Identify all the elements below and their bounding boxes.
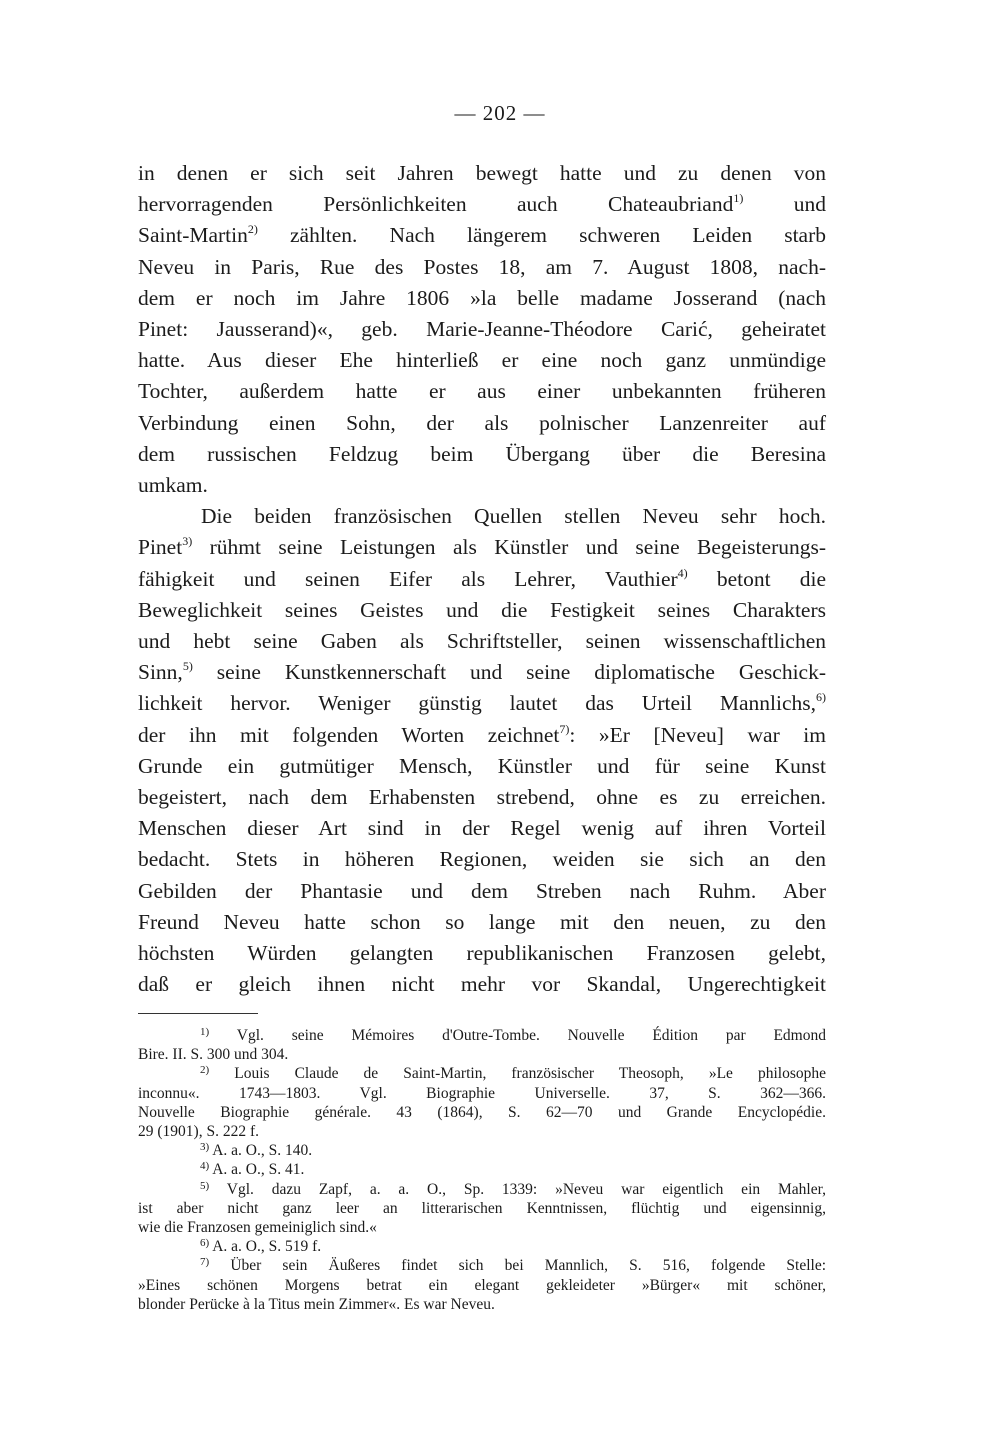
body-line: in denen er sich seit Jahren bewegt hatte und zu denen von	[138, 161, 826, 185]
footnote-mark: 3)	[200, 1141, 210, 1154]
footnote-mark: 6)	[200, 1237, 210, 1250]
body-line: Tochter, außerdem hatte er aus einer unbekannten früheren	[138, 379, 826, 404]
footnote-mark: 4)	[200, 1160, 210, 1173]
body-line: hervorragenden Persönlichkeiten auch Chateaubriand$^{1)}$ und	[138, 191, 827, 217]
body-line: begeistert, nach dem Erhabensten strebend, ohne es zu erreichen.	[138, 785, 826, 810]
body-line: Freund Neveu hatte schon so lange mit den neuen, zu den	[138, 909, 826, 934]
body-line: Gebilden der Phantasie und dem Streben nach Ruhm. Aber	[138, 878, 826, 903]
body-line: Pinet: Jausserand)«, geb. Marie-Jeanne-Théodore Carić, geheiratet	[138, 317, 826, 342]
body-line: lichkeit hervor. Weniger günstig lautet das Urteil Mannlichs,$^{6)}$	[138, 690, 826, 716]
body-line: Verbindung einen Sohn, der als polnischer Lanzenreiter auf	[138, 410, 826, 435]
footnote-2: $^{2)}$ Louis Claude de Saint-Martin, französischer Theosoph, »Le philosophe inconnu«. 1743—1803. Vgl. Biographie Universelle. 37, S. 362—366. Nouvelle Biographie générale. 43 (1864), S. 62—70 und Grande Encyclopédie. 29 (1901), S. 222 f.	[138, 1064, 826, 1141]
body-line: Sinn,$^{5)}$ seine Kunstkennerschaft und seine diplomatische Geschick-	[138, 659, 826, 685]
page-number: — 202 —	[454, 101, 546, 125]
footnote-mark: 5)	[200, 1179, 210, 1192]
body-line: dem russischen Feldzug beim Übergang über die Beresina	[138, 441, 826, 466]
body-line: umkam.	[138, 473, 208, 498]
footnote-divider	[138, 1013, 258, 1014]
footnote-3: $^{3)}$ A. a. O., S. 140.	[200, 1141, 313, 1160]
body-line: Menschen dieser Art sind in der Regel wenig auf ihren Vorteil	[138, 816, 826, 841]
body-line: Beweglichkeit seines Geistes und die Festigkeit seines Charakters	[138, 597, 826, 622]
footnote-mark: 2)	[200, 1064, 210, 1077]
body-line: der ihn mit folgenden Worten zeichnet$^{7)}$: »Er [Neveu] war im	[138, 721, 827, 747]
footnotes	[138, 1026, 826, 1314]
footnote-5: $^{5)}$ Vgl. dazu Zapf, a. a. O., Sp. 1339: »Neveu war eigentlich ein Mahler, ist aber nicht ganz leer an litterarischen Kenntnissen, flüchtig und eigensinnig, wie die Franzosen gemeiniglich sind.«	[138, 1179, 826, 1237]
body-line: Grunde ein gutmütiger Mensch, Künstler und für seine Kunst	[138, 753, 826, 778]
body-line: fähigkeit und seinen Eifer als Lehrer, Vauthier$^{4)}$ betont die	[138, 565, 826, 591]
body-line: hatte. Aus dieser Ehe hinterließ er eine noch ganz unmündige	[138, 348, 826, 373]
footnote-4: $^{4)}$ A. a. O., S. 41.	[200, 1160, 305, 1179]
body-text	[138, 158, 826, 1000]
body-line: Saint-Martin$^{2)}$ zählten. Nach längerem schweren Leiden starb	[138, 222, 826, 248]
body-line: Neveu in Paris, Rue des Postes 18, am 7. August 1808, nach-	[138, 254, 826, 279]
footnote-6: $^{6)}$ A. a. O., S. 519 f.	[200, 1237, 322, 1256]
footnote-1: $^{1)}$ Vgl. seine Mémoires d'Outre-Tombe. Nouvelle Édition par Edmond Bire. II. S. 300 und 304.	[138, 1026, 826, 1064]
footnote-7: $^{7)}$ Über sein Äußeres findet sich bei Mannlich, S. 516, folgende Stelle: »Eines schönen Morgens betrat ein elegant gekleideter »Bürger« mit schöner, blonder Perücke à la Titus mein Zimmer«. Es war Neveu.	[138, 1256, 827, 1313]
body-line: Pinet$^{3)}$ rühmt seine Leistungen als Künstler und seine Begeisterungs-	[138, 534, 827, 560]
footnote-mark: 7)	[200, 1256, 210, 1269]
body-line: bedacht. Stets in höheren Regionen, weiden sie sich an den	[138, 847, 826, 872]
body-line: daß er gleich ihnen nicht mehr vor Skandal, Ungerechtigkeit	[138, 972, 826, 997]
body-line: dem er noch im Jahre 1806 »la belle madame Josserand (nach	[138, 285, 826, 310]
body-line: und hebt seine Gaben als Schriftsteller, seinen wissenschaftlichen	[138, 629, 826, 654]
body-line: höchsten Würden gelangten republikanischen Franzosen gelebt,	[138, 941, 826, 966]
footnote-mark: 1)	[200, 1026, 210, 1038]
body-line: Die beiden französischen Quellen stellen Neveu sehr hoch.	[201, 504, 826, 529]
